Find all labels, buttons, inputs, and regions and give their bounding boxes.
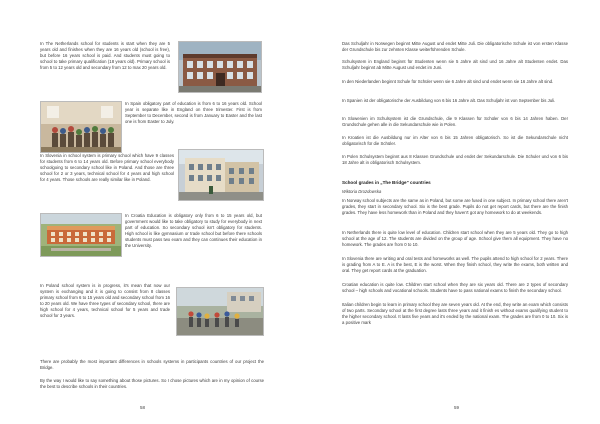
children-in-schoolyard-photo: [176, 287, 264, 336]
italy-grades-paragraph: Italian children begin to learn in primary school they are seven years old. At the end, they write an exam which consists of two parts. Secondary school at the first degree lasts three years and it finish es without exams qualifying student to the higher secondary school. It lasts five years and it's ended by the national exam. The grades are from 0 to 10. Six is a positive mark: [342, 302, 568, 326]
kroatien-paragraph: In Kroatien ist die Ausbildung nur im Alter von 6 bis 15 Jahren obligatorisch. So ist die Sekundarschule nicht obligatorisch für die Schüler.: [342, 135, 568, 147]
right-page: [300, 0, 600, 424]
slowenien-paragraph: In Slowenien im Schulsystem ist die Grundschule, die 9 Klassen für Schüler von 6 bis 14 Jahren haben. Der Grundschule gehen alle in die Sekundarschule wie in Polen.: [342, 116, 568, 128]
page-number-right: 59: [454, 405, 460, 410]
slovenia-paragraph: In Slovenia in school system is primary school which have 9 classes for students from 6 to 14 years old. Before primary school everybody schoolgoing to secondary school like in Poland. And those are three school for 2 or 3 years, technical school for 4 years and high school for 4 years. Those schools are really similar like in Poland.: [40, 153, 174, 183]
netherlands-grades-paragraph: In Netherlands there is quite low level of education. Children start school when they are 5 years old. They go to high school at the age of 12. The students are divided on the group of age. School give them all equipment. They have no homework. The grades are from 0 to 10.: [342, 230, 568, 248]
croatia-paragraph: In Croatia Education is obligatory only from 6 to 15 years old, but government would like to take obligatory to study for everybody in next part of education. So secondary school isn't obligatory for students. High school is like gymnasium or trade school but before there schools students must pass two exam and they can continues their education in the University.: [125, 213, 262, 249]
croatia-grades-paragraph: Croatian education is quite low. Children start school when they are six years old. There are 2 types of secondary school – high schools and vocational schools. Students have to pass national exams to finish the secondary school.: [342, 282, 568, 294]
pictures-paragraph: By the way I would like to say something about those pictures. So I chose pictures which are in my opinion of course the best to describe schools in their countries.: [40, 378, 264, 390]
page-number-left: 58: [140, 405, 146, 410]
section-heading: School grades in „The Bridge" countries: [342, 180, 431, 185]
niederlanden-paragraph: In den Niederlanden beginnt Schule für Schüler wenn sie 6 Jahre alt sind und endet wenn sie 16 Jahre alt sind.: [342, 79, 554, 84]
school-street-photo: [178, 149, 264, 201]
england-paragraph: Schulsystem in England beginnt für Studenten wenn sie 5 Jahre alt sind und 16 Jahre alt Studenten endet. Das Schuljahr beginnt ab Mitte August und endet im Juni.: [342, 59, 568, 71]
polen-paragraph: In Polen Schulsystem beginnt aus 8 Klassen Grundschule und endet der Sekundarschule. Die Schuler und von 6 bis 18 Jahre alt in obligatorisch Schulsystem.: [342, 154, 568, 166]
poland-paragraph: In Poland school system is in progress, it's mean that now our system is exchanging and it is going to consist from 8 classes primary school from 6 to 15 years old and secondary school from 16 to 20 years old. We have three types of secondary school, there are high school for 4 years, technical school for 5 years and trade school for 3 years.: [40, 283, 170, 319]
norway-grades-paragraph: In Norway school subjects are the same as in Poland, but some are fused in one subject. In primary school there aren't grades, they start in secondary school. Six is the best grade. Pupils do not get report cards, but there are the finish grades. They have less homework than in Poland and they haven't got any homework to do at weekends.: [342, 198, 568, 216]
netherlands-paragraph: In The Netherlands school for students is start when they are 5 years old and finishes when they are 16 years old (school is free), but before 16 years school is paid. And students must going to school to take primary qualification (18 years old). Primary school is from 5 to 12 years old and secondary from 12 to max 20 years old.: [40, 41, 170, 71]
spain-paragraph: In Spain obligatory part of education is from 6 to 16 years old. School year is separate like in England on three trimester. First is from September to December, second is from January to Easter and the last one is from Easter to July.: [125, 101, 262, 125]
norwegen-paragraph: Das Schuljahr in Norwegen beginnt Mitte August und endet Mitte Juli. Die obligatorische Schule ist von ersten Klasse der Grundschule bis zur zehnten Klasse weiterführenden Schule.: [342, 41, 568, 53]
spanien-paragraph: In Spanien ist der obligatorische der Ausbildung von 6 bis 16 Jahre alt. Das Schuljahr ist von September bis Juli.: [342, 98, 556, 103]
author-name: Wiktoria Drozdowska: [342, 189, 382, 194]
school-campus-aerial-photo: [40, 213, 122, 257]
school-building-photo: [178, 41, 262, 93]
students-in-hall-photo: [40, 101, 122, 153]
slovenia-grades-paragraph: In Slovenia there are writing and oral tests and homeworks as well. The pupils attend to high school for 2 years. There is grading from A to E. A is the best, E is the worst. When they finish school, they write the exams, both written and oral. They get report cards at the graduation.: [342, 256, 568, 274]
differences-paragraph: There are probably the most important differences in schools systems in participants countries of our project the Bridge.: [40, 359, 264, 371]
